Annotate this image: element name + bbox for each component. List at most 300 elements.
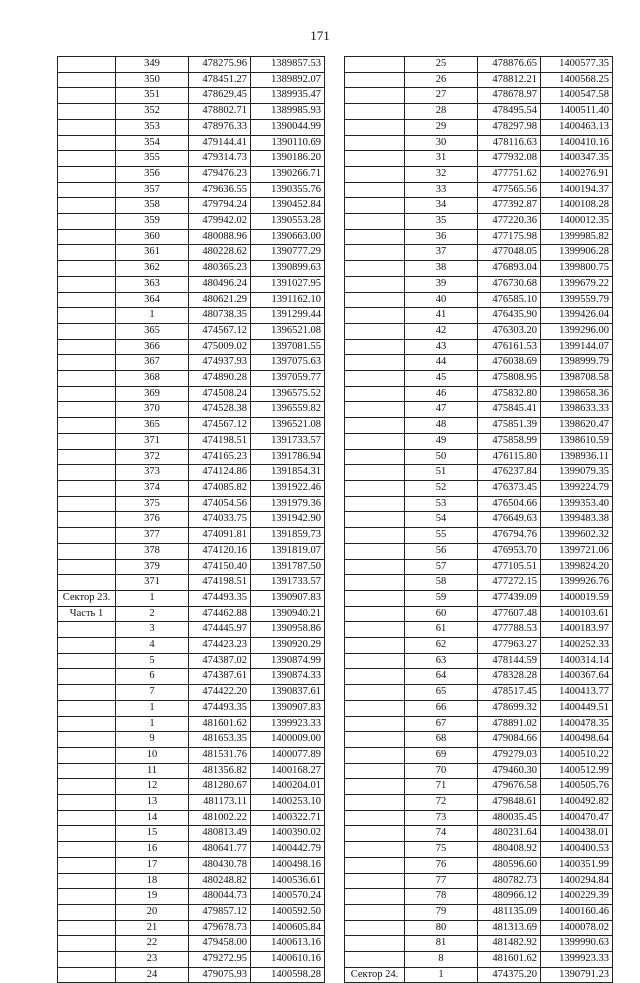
x-coordinate-cell: 480228.62	[189, 245, 251, 261]
y-coordinate-cell: 1400610.16	[251, 952, 325, 968]
point-number-cell: 2	[116, 606, 189, 622]
sector-cell	[345, 308, 405, 324]
x-coordinate-cell: 474198.51	[189, 433, 251, 449]
point-number-cell: 9	[116, 732, 189, 748]
table-row	[345, 857, 613, 873]
y-coordinate-cell: 1400498.16	[251, 857, 325, 873]
y-coordinate-cell: 1390958.86	[251, 622, 325, 638]
point-number-cell: 13	[116, 795, 189, 811]
table-row	[58, 261, 325, 277]
sector-cell	[345, 480, 405, 496]
table-row	[345, 904, 613, 920]
table-row	[345, 433, 613, 449]
y-coordinate-cell: 1398658.36	[541, 386, 613, 402]
table-row	[345, 119, 613, 135]
point-number-cell: 355	[116, 151, 189, 167]
y-coordinate-cell: 1400613.16	[251, 936, 325, 952]
point-number-cell: 371	[116, 433, 189, 449]
y-coordinate-cell: 1400511.40	[541, 104, 613, 120]
sector-cell	[58, 88, 116, 104]
y-coordinate-cell: 1399800.75	[541, 261, 613, 277]
sector-cell	[345, 261, 405, 277]
table-row	[345, 229, 613, 245]
table-row	[58, 622, 325, 638]
y-coordinate-cell: 1389935.47	[251, 88, 325, 104]
y-coordinate-cell: 1390452.84	[251, 198, 325, 214]
sector-cell	[58, 653, 116, 669]
sector-cell	[345, 214, 405, 230]
sector-cell	[345, 779, 405, 795]
point-number-cell: 41	[405, 308, 478, 324]
sector-cell	[345, 166, 405, 182]
point-number-cell: 48	[405, 418, 478, 434]
point-number-cell: 373	[116, 465, 189, 481]
point-number-cell: 353	[116, 119, 189, 135]
sector-cell	[58, 669, 116, 685]
point-number-cell: 354	[116, 135, 189, 151]
sector-cell	[345, 826, 405, 842]
point-number-cell: 57	[405, 559, 478, 575]
table-row	[58, 810, 325, 826]
table-row	[58, 653, 325, 669]
sector-cell	[345, 622, 405, 638]
x-coordinate-cell: 480365.23	[189, 261, 251, 277]
sector-cell	[345, 732, 405, 748]
x-coordinate-cell: 479857.12	[189, 904, 251, 920]
y-coordinate-cell: 1398633.33	[541, 402, 613, 418]
sector-cell	[345, 151, 405, 167]
table-row	[58, 72, 325, 88]
x-coordinate-cell: 475832.80	[478, 386, 541, 402]
point-number-cell: 71	[405, 779, 478, 795]
point-number-cell: 50	[405, 449, 478, 465]
y-coordinate-cell: 1400367.64	[541, 669, 613, 685]
table-row	[58, 904, 325, 920]
y-coordinate-cell: 1400400.53	[541, 842, 613, 858]
table-row	[58, 465, 325, 481]
sector-cell	[345, 559, 405, 575]
x-coordinate-cell: 478275.96	[189, 57, 251, 73]
y-coordinate-cell: 1390553.28	[251, 214, 325, 230]
table-row	[345, 292, 613, 308]
x-coordinate-cell: 476303.20	[478, 323, 541, 339]
point-number-cell: 30	[405, 135, 478, 151]
point-number-cell: 360	[116, 229, 189, 245]
table-row	[345, 465, 613, 481]
table-row	[58, 700, 325, 716]
sector-cell	[345, 339, 405, 355]
table-row	[345, 716, 613, 732]
table-row	[345, 308, 613, 324]
y-coordinate-cell: 1400577.35	[541, 57, 613, 73]
sector-cell	[345, 952, 405, 968]
y-coordinate-cell: 1390663.00	[251, 229, 325, 245]
sector-cell	[345, 72, 405, 88]
y-coordinate-cell: 1399923.33	[251, 716, 325, 732]
table-row	[345, 747, 613, 763]
point-number-cell: 39	[405, 276, 478, 292]
point-number-cell: 47	[405, 402, 478, 418]
point-number-cell: 366	[116, 339, 189, 355]
table-row	[345, 967, 613, 983]
sector-cell	[58, 889, 116, 905]
table-row	[58, 543, 325, 559]
y-coordinate-cell: 1400592.50	[251, 904, 325, 920]
point-number-cell: 38	[405, 261, 478, 277]
point-number-cell: 7	[116, 685, 189, 701]
point-number-cell: 356	[116, 166, 189, 182]
y-coordinate-cell: 1400492.82	[541, 795, 613, 811]
table-row	[58, 480, 325, 496]
x-coordinate-cell: 480248.82	[189, 873, 251, 889]
sector-cell	[345, 857, 405, 873]
x-coordinate-cell: 477048.05	[478, 245, 541, 261]
y-coordinate-cell: 1399079.35	[541, 465, 613, 481]
x-coordinate-cell: 477392.87	[478, 198, 541, 214]
y-coordinate-cell: 1390186.20	[251, 151, 325, 167]
table-row	[58, 936, 325, 952]
table-row	[58, 135, 325, 151]
sector-cell: Сектор 24.	[345, 967, 405, 983]
point-number-cell: 11	[116, 763, 189, 779]
x-coordinate-cell: 477175.98	[478, 229, 541, 245]
point-number-cell: 362	[116, 261, 189, 277]
point-number-cell: 72	[405, 795, 478, 811]
y-coordinate-cell: 1391979.36	[251, 496, 325, 512]
sector-cell	[345, 920, 405, 936]
x-coordinate-cell: 479272.95	[189, 952, 251, 968]
y-coordinate-cell: 1391819.07	[251, 543, 325, 559]
point-number-cell: 357	[116, 182, 189, 198]
point-number-cell: 63	[405, 653, 478, 669]
x-coordinate-cell: 474375.20	[478, 967, 541, 983]
point-number-cell: 66	[405, 700, 478, 716]
sector-cell	[58, 873, 116, 889]
x-coordinate-cell: 479848.61	[478, 795, 541, 811]
point-number-cell: 68	[405, 732, 478, 748]
point-number-cell: 14	[116, 810, 189, 826]
sector-cell	[345, 135, 405, 151]
x-coordinate-cell: 474422.20	[189, 685, 251, 701]
y-coordinate-cell: 1400470.47	[541, 810, 613, 826]
y-coordinate-cell: 1400347.35	[541, 151, 613, 167]
point-number-cell: 370	[116, 402, 189, 418]
x-coordinate-cell: 480044.73	[189, 889, 251, 905]
x-coordinate-cell: 477963.27	[478, 638, 541, 654]
table-row	[345, 276, 613, 292]
table-row	[345, 590, 613, 606]
point-number-cell: 368	[116, 371, 189, 387]
table-row	[58, 795, 325, 811]
sector-cell	[58, 936, 116, 952]
x-coordinate-cell: 477439.09	[478, 590, 541, 606]
point-number-cell: 21	[116, 920, 189, 936]
y-coordinate-cell: 1391733.57	[251, 433, 325, 449]
point-number-cell: 379	[116, 559, 189, 575]
point-number-cell: 4	[116, 638, 189, 654]
x-coordinate-cell: 476794.76	[478, 528, 541, 544]
point-number-cell: 375	[116, 496, 189, 512]
table-row	[58, 308, 325, 324]
x-coordinate-cell: 481482.92	[478, 936, 541, 952]
table-row	[345, 402, 613, 418]
table-row	[345, 57, 613, 73]
x-coordinate-cell: 478495.54	[478, 104, 541, 120]
x-coordinate-cell: 476237.84	[478, 465, 541, 481]
y-coordinate-cell: 1389985.93	[251, 104, 325, 120]
table-row	[345, 323, 613, 339]
point-number-cell: 27	[405, 88, 478, 104]
sector-cell	[58, 638, 116, 654]
point-number-cell: 12	[116, 779, 189, 795]
x-coordinate-cell: 477565.56	[478, 182, 541, 198]
sector-cell	[58, 716, 116, 732]
y-coordinate-cell: 1400498.64	[541, 732, 613, 748]
point-number-cell: 45	[405, 371, 478, 387]
sector-cell	[345, 543, 405, 559]
sector-cell	[345, 904, 405, 920]
point-number-cell: 35	[405, 214, 478, 230]
table-row	[58, 496, 325, 512]
y-coordinate-cell: 1400019.59	[541, 590, 613, 606]
table-row	[345, 795, 613, 811]
x-coordinate-cell: 479636.55	[189, 182, 251, 198]
point-number-cell: 55	[405, 528, 478, 544]
x-coordinate-cell: 479942.02	[189, 214, 251, 230]
table-row	[58, 559, 325, 575]
table-row	[58, 716, 325, 732]
sector-cell	[345, 747, 405, 763]
y-coordinate-cell: 1400252.33	[541, 638, 613, 654]
table-row	[345, 606, 613, 622]
sector-cell	[345, 245, 405, 261]
x-coordinate-cell: 475858.99	[478, 433, 541, 449]
x-coordinate-cell: 481531.76	[189, 747, 251, 763]
point-number-cell: 43	[405, 339, 478, 355]
table-row	[345, 371, 613, 387]
table-row	[345, 575, 613, 591]
x-coordinate-cell: 481313.69	[478, 920, 541, 936]
x-coordinate-cell: 480596.60	[478, 857, 541, 873]
sector-cell: Сектор 23.	[58, 590, 116, 606]
y-coordinate-cell: 1391854.31	[251, 465, 325, 481]
sector-cell	[58, 229, 116, 245]
y-coordinate-cell: 1400103.61	[541, 606, 613, 622]
point-number-cell: 81	[405, 936, 478, 952]
sector-cell	[58, 763, 116, 779]
y-coordinate-cell: 1399926.76	[541, 575, 613, 591]
y-coordinate-cell: 1399426.04	[541, 308, 613, 324]
x-coordinate-cell: 480035.45	[478, 810, 541, 826]
x-coordinate-cell: 476953.70	[478, 543, 541, 559]
y-coordinate-cell: 1400413.77	[541, 685, 613, 701]
table-row	[58, 826, 325, 842]
table-row	[58, 920, 325, 936]
x-coordinate-cell: 478451.27	[189, 72, 251, 88]
sector-cell	[58, 904, 116, 920]
y-coordinate-cell: 1390874.33	[251, 669, 325, 685]
table-row	[345, 842, 613, 858]
sector-cell	[345, 810, 405, 826]
x-coordinate-cell: 480408.92	[478, 842, 541, 858]
point-number-cell: 79	[405, 904, 478, 920]
point-number-cell: 365	[116, 323, 189, 339]
point-number-cell: 36	[405, 229, 478, 245]
x-coordinate-cell: 478891.02	[478, 716, 541, 732]
table-row	[345, 214, 613, 230]
table-row	[345, 732, 613, 748]
y-coordinate-cell: 1397081.55	[251, 339, 325, 355]
y-coordinate-cell: 1400322.71	[251, 810, 325, 826]
y-coordinate-cell: 1390044.99	[251, 119, 325, 135]
y-coordinate-cell: 1391859.73	[251, 528, 325, 544]
y-coordinate-cell: 1390791.23	[541, 967, 613, 983]
point-number-cell: 42	[405, 323, 478, 339]
y-coordinate-cell: 1400168.27	[251, 763, 325, 779]
x-coordinate-cell: 474387.02	[189, 653, 251, 669]
table-row	[345, 339, 613, 355]
y-coordinate-cell: 1399602.32	[541, 528, 613, 544]
y-coordinate-cell: 1397075.63	[251, 355, 325, 371]
table-row	[58, 763, 325, 779]
x-coordinate-cell: 481653.35	[189, 732, 251, 748]
table-row	[345, 685, 613, 701]
sector-cell	[58, 842, 116, 858]
y-coordinate-cell: 1400568.25	[541, 72, 613, 88]
y-coordinate-cell: 1391922.46	[251, 480, 325, 496]
table-row	[58, 418, 325, 434]
point-number-cell: 1	[116, 716, 189, 732]
point-number-cell: 73	[405, 810, 478, 826]
table-row	[345, 920, 613, 936]
sector-cell	[58, 386, 116, 402]
point-number-cell: 74	[405, 826, 478, 842]
y-coordinate-cell: 1390110.69	[251, 135, 325, 151]
sector-cell	[58, 198, 116, 214]
x-coordinate-cell: 476585.10	[478, 292, 541, 308]
y-coordinate-cell: 1389892.07	[251, 72, 325, 88]
point-number-cell: 1	[405, 967, 478, 983]
point-number-cell: 61	[405, 622, 478, 638]
point-number-cell: 76	[405, 857, 478, 873]
y-coordinate-cell: 1400351.99	[541, 857, 613, 873]
sector-cell	[345, 795, 405, 811]
table-row	[58, 606, 325, 622]
y-coordinate-cell: 1391786.94	[251, 449, 325, 465]
y-coordinate-cell: 1391299.44	[251, 308, 325, 324]
point-number-cell: 77	[405, 873, 478, 889]
point-number-cell: 369	[116, 386, 189, 402]
table-row	[345, 88, 613, 104]
coordinates-table-left	[57, 56, 325, 983]
point-number-cell: 358	[116, 198, 189, 214]
point-number-cell: 350	[116, 72, 189, 88]
point-number-cell: 6	[116, 669, 189, 685]
point-number-cell: 44	[405, 355, 478, 371]
point-number-cell: 58	[405, 575, 478, 591]
table-row	[345, 198, 613, 214]
y-coordinate-cell: 1400204.01	[251, 779, 325, 795]
sector-cell	[58, 433, 116, 449]
point-number-cell: 10	[116, 747, 189, 763]
y-coordinate-cell: 1399990.63	[541, 936, 613, 952]
point-number-cell: 1	[116, 308, 189, 324]
y-coordinate-cell: 1390920.29	[251, 638, 325, 654]
table-row	[345, 638, 613, 654]
y-coordinate-cell: 1396575.52	[251, 386, 325, 402]
point-number-cell: 31	[405, 151, 478, 167]
point-number-cell: 22	[116, 936, 189, 952]
y-coordinate-cell: 1398708.58	[541, 371, 613, 387]
y-coordinate-cell: 1399824.20	[541, 559, 613, 575]
table-row	[58, 669, 325, 685]
x-coordinate-cell: 480813.49	[189, 826, 251, 842]
point-number-cell: 62	[405, 638, 478, 654]
y-coordinate-cell: 1397059.77	[251, 371, 325, 387]
point-number-cell: 60	[405, 606, 478, 622]
sector-cell	[58, 575, 116, 591]
sector-cell	[58, 496, 116, 512]
table-row	[58, 276, 325, 292]
x-coordinate-cell: 474462.88	[189, 606, 251, 622]
table-row	[345, 151, 613, 167]
sector-cell	[58, 967, 116, 983]
x-coordinate-cell: 478629.45	[189, 88, 251, 104]
point-number-cell: 34	[405, 198, 478, 214]
x-coordinate-cell: 480641.77	[189, 842, 251, 858]
x-coordinate-cell: 476730.68	[478, 276, 541, 292]
point-number-cell: 75	[405, 842, 478, 858]
sector-cell	[58, 104, 116, 120]
point-number-cell: 352	[116, 104, 189, 120]
point-number-cell: 23	[116, 952, 189, 968]
x-coordinate-cell: 479144.41	[189, 135, 251, 151]
x-coordinate-cell: 474493.35	[189, 700, 251, 716]
sector-cell	[58, 261, 116, 277]
sector-cell	[58, 182, 116, 198]
table-row	[345, 622, 613, 638]
point-number-cell: 376	[116, 512, 189, 528]
point-number-cell: 37	[405, 245, 478, 261]
sector-cell	[58, 810, 116, 826]
sector-cell	[58, 355, 116, 371]
sector-cell	[345, 465, 405, 481]
table-row	[345, 449, 613, 465]
x-coordinate-cell: 480621.29	[189, 292, 251, 308]
table-row	[58, 214, 325, 230]
sector-cell	[345, 496, 405, 512]
point-number-cell: 18	[116, 873, 189, 889]
x-coordinate-cell: 479075.93	[189, 967, 251, 983]
point-number-cell: 46	[405, 386, 478, 402]
sector-cell	[345, 418, 405, 434]
sector-cell	[345, 104, 405, 120]
sector-cell	[345, 936, 405, 952]
point-number-cell: 371	[116, 575, 189, 591]
table-row	[345, 166, 613, 182]
y-coordinate-cell: 1400605.84	[251, 920, 325, 936]
sector-cell	[345, 653, 405, 669]
table-row	[58, 119, 325, 135]
y-coordinate-cell: 1390355.76	[251, 182, 325, 198]
sector-cell	[58, 323, 116, 339]
x-coordinate-cell: 477788.53	[478, 622, 541, 638]
y-coordinate-cell: 1390266.71	[251, 166, 325, 182]
y-coordinate-cell: 1390899.63	[251, 261, 325, 277]
table-row	[58, 229, 325, 245]
sector-cell	[345, 355, 405, 371]
y-coordinate-cell: 1399559.79	[541, 292, 613, 308]
